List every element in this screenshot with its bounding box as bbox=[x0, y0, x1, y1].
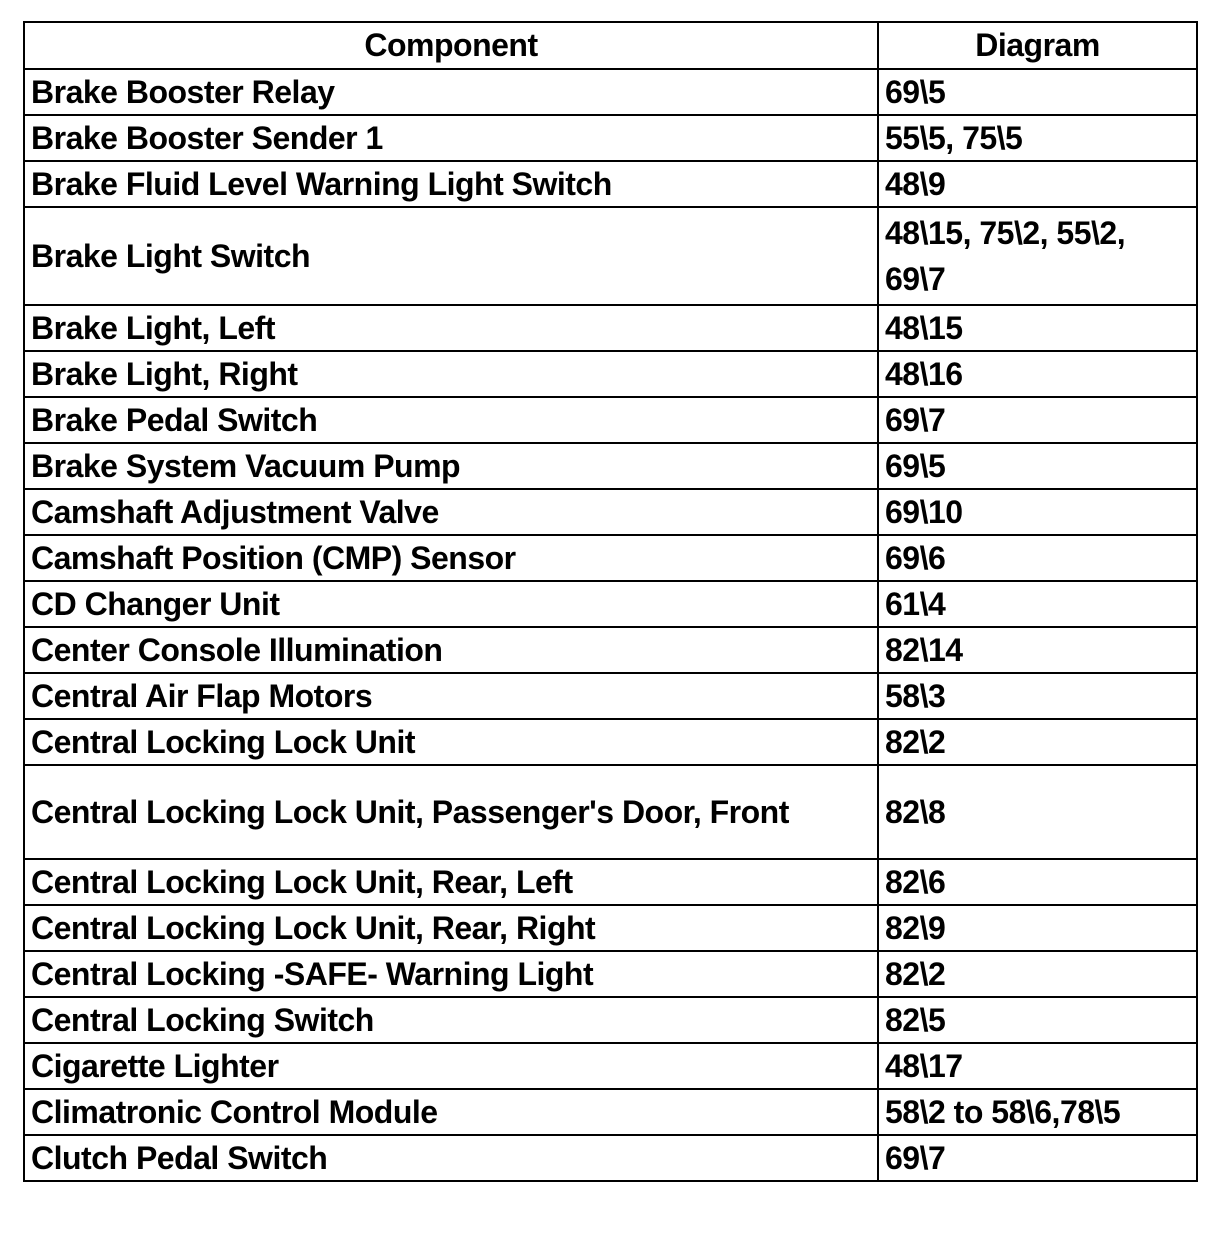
table-row bbox=[24, 997, 1197, 1043]
diagram-cell: 69\7 bbox=[878, 1135, 1197, 1181]
diagram-cell: 69\10 bbox=[878, 489, 1197, 535]
table-row bbox=[24, 443, 1197, 489]
diagram-cell: 69\5 bbox=[878, 69, 1197, 115]
table-row bbox=[24, 905, 1197, 951]
diagram-cell: 55\5, 75\5 bbox=[878, 115, 1197, 161]
component-cell: Brake Light, Right bbox=[24, 351, 878, 397]
diagram-cell: 58\3 bbox=[878, 673, 1197, 719]
diagram-cell: 82\5 bbox=[878, 997, 1197, 1043]
diagram-cell: 48\17 bbox=[878, 1043, 1197, 1089]
diagram-cell: 82\2 bbox=[878, 951, 1197, 997]
component-cell: Cigarette Lighter bbox=[24, 1043, 878, 1089]
diagram-cell: 82\6 bbox=[878, 859, 1197, 905]
table-row bbox=[24, 489, 1197, 535]
component-cell: Brake Light Switch bbox=[24, 207, 878, 305]
component-cell: Central Locking Lock Unit, Rear, Left bbox=[24, 859, 878, 905]
diagram-cell: 69\5 bbox=[878, 443, 1197, 489]
diagram-cell: 48\15 bbox=[878, 305, 1197, 351]
table-row bbox=[24, 765, 1197, 859]
table-row bbox=[24, 1135, 1197, 1181]
table-row bbox=[24, 397, 1197, 443]
table-row bbox=[24, 351, 1197, 397]
diagram-cell: 48\16 bbox=[878, 351, 1197, 397]
diagram-cell: 48\15, 75\2, 55\2, 69\7 bbox=[878, 207, 1197, 305]
table-row bbox=[24, 719, 1197, 765]
diagram-cell: 69\6 bbox=[878, 535, 1197, 581]
component-cell: Center Console Illumination bbox=[24, 627, 878, 673]
table-row bbox=[24, 673, 1197, 719]
component-cell: Central Air Flap Motors bbox=[24, 673, 878, 719]
component-cell: Brake Light, Left bbox=[24, 305, 878, 351]
component-cell: CD Changer Unit bbox=[24, 581, 878, 627]
component-cell: Central Locking Lock Unit, Passenger's Door, Front bbox=[24, 765, 878, 859]
table-row bbox=[24, 305, 1197, 351]
diagram-cell: 82\9 bbox=[878, 905, 1197, 951]
diagram-cell: 82\8 bbox=[878, 765, 1197, 859]
component-diagram-table bbox=[23, 21, 1198, 1182]
component-cell: Camshaft Adjustment Valve bbox=[24, 489, 878, 535]
component-cell: Climatronic Control Module bbox=[24, 1089, 878, 1135]
diagram-cell: 82\14 bbox=[878, 627, 1197, 673]
component-cell: Brake Pedal Switch bbox=[24, 397, 878, 443]
diagram-cell: 48\9 bbox=[878, 161, 1197, 207]
table-row bbox=[24, 1089, 1197, 1135]
table-header-row bbox=[24, 22, 1197, 69]
component-cell: Camshaft Position (CMP) Sensor bbox=[24, 535, 878, 581]
table-row bbox=[24, 1043, 1197, 1089]
component-cell: Central Locking Switch bbox=[24, 997, 878, 1043]
table-row bbox=[24, 951, 1197, 997]
table-row bbox=[24, 859, 1197, 905]
component-cell: Central Locking -SAFE- Warning Light bbox=[24, 951, 878, 997]
diagram-cell: 61\4 bbox=[878, 581, 1197, 627]
component-cell: Brake System Vacuum Pump bbox=[24, 443, 878, 489]
component-cell: Brake Fluid Level Warning Light Switch bbox=[24, 161, 878, 207]
component-cell: Central Locking Lock Unit bbox=[24, 719, 878, 765]
header-diagram: Diagram bbox=[878, 22, 1197, 69]
table-row bbox=[24, 581, 1197, 627]
table-row bbox=[24, 115, 1197, 161]
table-row bbox=[24, 69, 1197, 115]
table-row bbox=[24, 627, 1197, 673]
diagram-cell: 82\2 bbox=[878, 719, 1197, 765]
table-row bbox=[24, 161, 1197, 207]
table-row bbox=[24, 535, 1197, 581]
table-row bbox=[24, 207, 1197, 305]
component-cell: Brake Booster Relay bbox=[24, 69, 878, 115]
header-component: Component bbox=[24, 22, 878, 69]
component-cell: Clutch Pedal Switch bbox=[24, 1135, 878, 1181]
component-cell: Central Locking Lock Unit, Rear, Right bbox=[24, 905, 878, 951]
component-cell: Brake Booster Sender 1 bbox=[24, 115, 878, 161]
diagram-cell: 69\7 bbox=[878, 397, 1197, 443]
diagram-cell: 58\2 to 58\6,78\5 bbox=[878, 1089, 1197, 1135]
